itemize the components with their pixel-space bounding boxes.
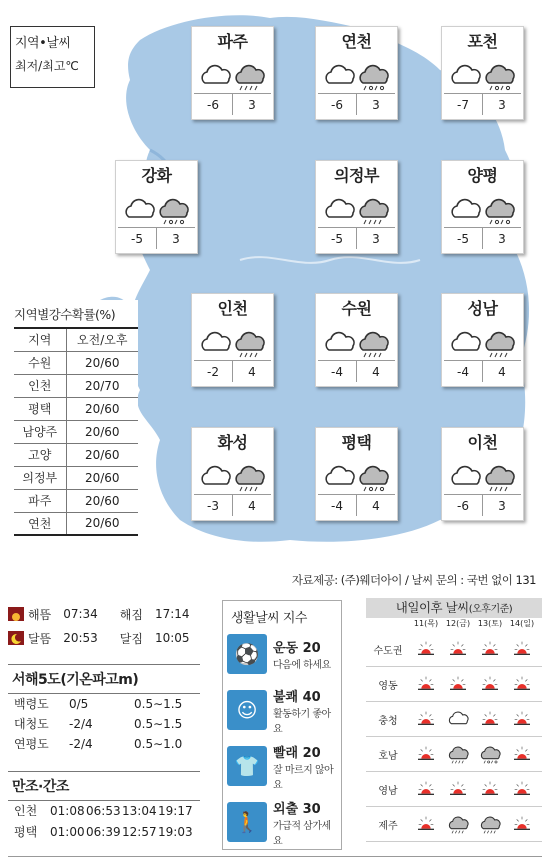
rain-icon — [482, 462, 516, 492]
rain-icon — [232, 462, 266, 492]
precip-header-value: 오전/오후 — [66, 328, 138, 351]
temp-low: -4 — [318, 361, 357, 382]
table-row — [14, 443, 138, 466]
temp-low: -4 — [318, 495, 357, 516]
sun-icon — [479, 674, 501, 694]
precip-table — [14, 300, 138, 536]
sun-icon — [415, 779, 437, 799]
sea-cell: -2/4 — [69, 717, 93, 731]
temp-high: 3 — [498, 499, 506, 513]
region-name: 파주 — [14, 489, 66, 512]
weather-icons — [198, 61, 270, 89]
city-name: 의정부 — [334, 166, 379, 185]
sun-moon-times — [8, 602, 200, 650]
forecast-cell — [410, 639, 442, 659]
rain-icon — [232, 328, 266, 358]
forecast-day: 11(목) — [413, 619, 439, 628]
cloud-icon — [322, 462, 356, 492]
sun-icon — [447, 639, 469, 659]
life-index-value: 빨래 20 — [273, 745, 321, 761]
temp-low: -7 — [444, 94, 483, 115]
temp-high: 4 — [372, 365, 380, 379]
weather-icons — [448, 462, 520, 490]
temps — [194, 360, 271, 382]
temp-high: 3 — [248, 98, 256, 112]
life-index-value: 운동 20 — [273, 641, 321, 656]
weather-icons — [448, 328, 520, 356]
region-name: 고양 — [14, 443, 66, 466]
forecast-cell — [474, 814, 506, 834]
temp-low: -6 — [194, 94, 233, 115]
sea-row — [8, 734, 200, 754]
sea-cell: 0.5∼1.5 — [134, 697, 183, 711]
rain-icon — [479, 814, 501, 834]
moonrise-time: 20:53 — [63, 631, 98, 645]
map-legend — [10, 26, 95, 88]
sea-cell: 대청도 — [14, 717, 49, 731]
tide-title: 만조·간조 — [8, 771, 200, 801]
forecast-day: 12(금) — [445, 619, 471, 628]
rain-icon — [447, 744, 469, 764]
weather-icons — [448, 195, 520, 223]
sunrise-time: 07:34 — [63, 607, 98, 621]
precip-value: 20/60 — [66, 397, 138, 420]
table-row — [14, 420, 138, 443]
rain-icon — [356, 195, 390, 225]
temps — [444, 93, 521, 115]
precip-value: 20/60 — [66, 512, 138, 535]
weather-icons — [122, 195, 194, 223]
cloud-icon — [447, 709, 469, 729]
city-name: 수원 — [341, 299, 372, 318]
city-name: 파주 — [217, 32, 248, 51]
snowrain-icon — [479, 744, 501, 764]
temps — [318, 360, 395, 382]
forecast-row — [366, 632, 542, 667]
rain-icon — [356, 328, 390, 358]
tide-cell: 12:57 — [122, 825, 157, 839]
sea-cell: 0.5∼1.0 — [134, 737, 183, 751]
moonrise-label: 달뜸 — [28, 631, 52, 646]
forecast-region: 영동 — [378, 680, 398, 692]
tide-cell: 인천 — [14, 804, 38, 818]
sea-cell: -2/4 — [69, 737, 93, 751]
life-index-panel — [222, 600, 342, 850]
forecast-cell — [506, 814, 538, 834]
sun-icon — [479, 639, 501, 659]
exercise-icon: ⚽ — [227, 634, 267, 674]
precip-value: 20/60 — [66, 489, 138, 512]
temps — [318, 494, 395, 516]
sun-icon — [511, 779, 533, 799]
precip-value: 20/60 — [66, 443, 138, 466]
forecast-cell — [474, 674, 506, 694]
forecast-cell — [506, 639, 538, 659]
forecast-row — [366, 737, 542, 772]
tide-cell: 06:39 — [86, 825, 121, 839]
sun-icon — [447, 674, 469, 694]
temps — [194, 494, 271, 516]
city-card — [315, 293, 398, 387]
sea-cell: 백령도 — [14, 697, 49, 711]
sea-cell: 0/5 — [69, 697, 89, 711]
forecast-cell — [474, 639, 506, 659]
legend-unit: 최저/최고℃ — [15, 59, 79, 73]
cloud-icon — [322, 195, 356, 225]
cloud-icon — [448, 328, 482, 358]
rain-icon — [447, 814, 469, 834]
discomfort-icon: ☺ — [227, 690, 267, 730]
sun-icon — [415, 814, 437, 834]
weather-icons — [322, 462, 394, 490]
laundry-icon: 👕 — [227, 746, 267, 786]
city-card — [441, 427, 524, 521]
city-name: 연천 — [341, 32, 372, 51]
cloud-icon — [322, 328, 356, 358]
forecast-cell — [410, 814, 442, 834]
temp-high: 3 — [372, 232, 380, 246]
region-name: 평택 — [14, 397, 66, 420]
forecast-row — [366, 807, 542, 842]
region-name: 인천 — [14, 374, 66, 397]
temp-low: -5 — [118, 228, 157, 249]
forecast-row — [366, 772, 542, 807]
city-card — [315, 427, 398, 521]
forecast-cell — [410, 674, 442, 694]
sunset-label: 해짐 — [119, 607, 143, 622]
forecast-region: 수도권 — [373, 645, 403, 657]
snowrain-icon — [156, 195, 190, 225]
cloud-icon — [322, 61, 356, 91]
cloud-icon — [448, 61, 482, 91]
temps — [318, 93, 395, 115]
region-name: 연천 — [14, 512, 66, 535]
life-index-title: 생활날씨 지수 — [231, 611, 307, 626]
city-name: 포천 — [467, 32, 498, 51]
precip-value: 20/60 — [66, 351, 138, 374]
temp-low: -6 — [318, 94, 357, 115]
sun-icon — [511, 744, 533, 764]
rain-icon — [482, 328, 516, 358]
snowrain-icon — [482, 195, 516, 225]
city-name: 성남 — [467, 299, 498, 318]
sun-icon — [415, 639, 437, 659]
forecast-header — [366, 598, 542, 618]
forecast-subtitle: (오후기준) — [468, 604, 513, 615]
forecast-region: 충청 — [378, 715, 398, 727]
weather-icons — [322, 61, 394, 89]
temp-low: -3 — [194, 495, 233, 516]
table-row — [14, 512, 138, 535]
temps — [118, 227, 195, 249]
city-card — [191, 427, 274, 521]
city-card — [191, 293, 274, 387]
temp-low: -6 — [444, 495, 483, 516]
precip-value: 20/60 — [66, 466, 138, 489]
temp-high: 3 — [172, 232, 180, 246]
temp-high: 4 — [498, 365, 506, 379]
life-index-desc: 잘 마르지 않아요 — [273, 764, 334, 791]
rain-icon — [232, 61, 266, 91]
city-name: 강화 — [141, 166, 172, 185]
moon-row — [8, 626, 200, 650]
sun-icon — [415, 744, 437, 764]
outing-icon: 🚶 — [227, 802, 267, 842]
moonrise-icon — [8, 631, 24, 645]
city-card — [191, 26, 274, 120]
forecast-cell — [474, 709, 506, 729]
sea-cell: 연평도 — [14, 737, 49, 751]
forecast-cell — [506, 709, 538, 729]
sunset-time: 17:14 — [154, 607, 190, 621]
life-index-desc: 활동하기 좋아요 — [273, 708, 331, 735]
forecast-cell — [506, 744, 538, 764]
region-name: 수원 — [14, 351, 66, 374]
forecast-cell — [474, 779, 506, 799]
temps — [444, 360, 521, 382]
precip-value: 20/70 — [66, 374, 138, 397]
temp-high: 3 — [498, 232, 506, 246]
city-name: 인천 — [217, 299, 248, 318]
life-index-desc: 가급적 삼가세요 — [273, 820, 331, 847]
weather-icons — [322, 195, 394, 223]
region-name: 의정부 — [14, 466, 66, 489]
forecast-cell — [442, 814, 474, 834]
forecast-panel — [366, 598, 542, 848]
temp-high: 4 — [248, 365, 256, 379]
moonset-time: 10:05 — [154, 631, 190, 645]
city-card — [315, 26, 398, 120]
temp-low: -4 — [444, 361, 483, 382]
temp-high: 3 — [372, 98, 380, 112]
city-name: 양평 — [467, 166, 498, 185]
life-index-value: 불쾌 40 — [273, 689, 321, 705]
tide-section — [8, 771, 200, 843]
life-index-item — [227, 743, 339, 789]
temp-low: -5 — [318, 228, 357, 249]
temps — [444, 227, 521, 249]
city-card — [115, 160, 198, 254]
table-row — [14, 397, 138, 420]
bottom-divider — [8, 856, 542, 857]
snowrain-icon — [356, 61, 390, 91]
temps — [318, 227, 395, 249]
sun-row — [8, 602, 200, 626]
life-index-value: 외출 30 — [273, 801, 321, 817]
city-card — [441, 160, 524, 254]
life-index-item — [227, 631, 339, 677]
forecast-days — [366, 618, 542, 632]
forecast-cell — [442, 709, 474, 729]
snowrain-icon — [482, 61, 516, 91]
forecast-cell — [442, 744, 474, 764]
life-index-item — [227, 799, 339, 845]
forecast-cell — [442, 674, 474, 694]
forecast-cell — [410, 779, 442, 799]
city-card — [315, 160, 398, 254]
weather-icons — [198, 328, 270, 356]
forecast-cell — [410, 709, 442, 729]
tide-row — [8, 822, 200, 843]
forecast-title: 내일이후 날씨 — [395, 600, 469, 615]
table-row — [14, 351, 138, 374]
sea-row — [8, 714, 200, 734]
life-index-desc: 다음에 하세요 — [273, 660, 331, 671]
table-row — [14, 466, 138, 489]
forecast-row — [366, 702, 542, 737]
precip-title: 지역별강수확률(%) — [14, 300, 138, 327]
forecast-cell — [442, 639, 474, 659]
sun-icon — [415, 709, 437, 729]
life-index-item — [227, 687, 339, 733]
sun-icon — [511, 674, 533, 694]
temp-low: -5 — [444, 228, 483, 249]
cloud-icon — [122, 195, 156, 225]
legend-title: 지역•날씨 — [15, 36, 71, 51]
tide-cell: 19:17 — [158, 804, 193, 818]
tide-cell: 06:53 — [86, 804, 121, 818]
sun-icon — [415, 674, 437, 694]
city-card — [441, 293, 524, 387]
sun-icon — [479, 779, 501, 799]
forecast-region: 영남 — [378, 785, 398, 797]
tide-cell: 19:03 — [158, 825, 193, 839]
sun-icon — [511, 814, 533, 834]
precip-header-region: 지역 — [14, 328, 66, 351]
cloud-icon — [198, 462, 232, 492]
forecast-row — [366, 667, 542, 702]
data-source: 자료제공: (주)웨더아이 / 날씨 문의 : 국번 없이 131 — [291, 573, 536, 587]
temps — [444, 494, 521, 516]
city-card — [441, 26, 524, 120]
tide-row — [8, 801, 200, 822]
forecast-cell — [474, 744, 506, 764]
cloud-icon — [198, 61, 232, 91]
cloud-icon — [448, 462, 482, 492]
city-name: 평택 — [341, 433, 372, 452]
sea-cell: 0.5∼1.5 — [134, 717, 183, 731]
forecast-cell — [506, 674, 538, 694]
forecast-region: 제주 — [378, 820, 398, 832]
precip-value: 20/60 — [66, 420, 138, 443]
forecast-cell — [410, 744, 442, 764]
temp-high: 4 — [372, 499, 380, 513]
tide-cell: 01:00 — [50, 825, 85, 839]
moonset-label: 달짐 — [119, 631, 143, 646]
weather-icons — [322, 328, 394, 356]
weather-icons — [448, 61, 520, 89]
tide-cell: 01:08 — [50, 804, 85, 818]
forecast-day: 14(일) — [509, 619, 535, 628]
snowrain-icon — [356, 462, 390, 492]
sea-title: 서해5도(기온파고m) — [8, 664, 200, 694]
cloud-icon — [198, 328, 232, 358]
forecast-cell — [506, 779, 538, 799]
cloud-icon — [448, 195, 482, 225]
temps — [194, 93, 271, 115]
forecast-day: 13(토) — [477, 619, 503, 628]
city-name: 화성 — [217, 433, 248, 452]
forecast-cell — [442, 779, 474, 799]
sun-icon — [511, 639, 533, 659]
sea-row — [8, 694, 200, 714]
sea-section — [8, 664, 200, 754]
sun-icon — [447, 779, 469, 799]
temp-high: 4 — [248, 499, 256, 513]
sun-icon — [479, 709, 501, 729]
temp-low: -2 — [194, 361, 233, 382]
sunrise-label: 해뜸 — [28, 607, 52, 622]
sunrise-icon — [8, 607, 24, 621]
tide-cell: 평택 — [14, 825, 38, 839]
temp-high: 3 — [498, 98, 506, 112]
tide-cell: 13:04 — [122, 804, 157, 818]
region-name: 남양주 — [14, 420, 66, 443]
sun-icon — [511, 709, 533, 729]
weather-icons — [198, 462, 270, 490]
city-name: 이천 — [467, 433, 498, 452]
table-row — [14, 374, 138, 397]
table-row — [14, 489, 138, 512]
forecast-region: 호남 — [378, 750, 398, 762]
